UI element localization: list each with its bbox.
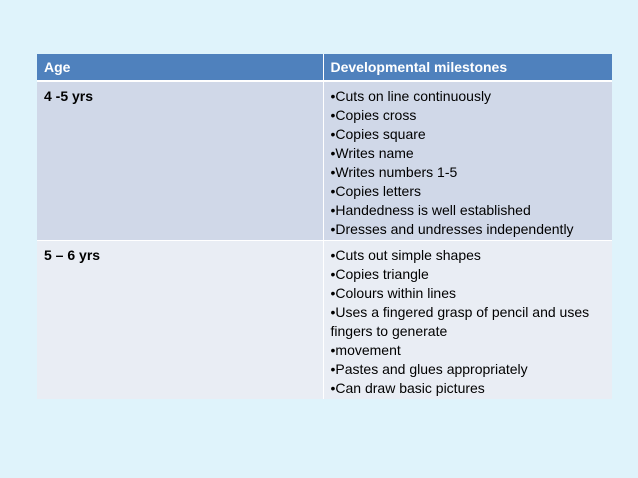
milestone-item: •Writes numbers 1-5: [330, 164, 458, 180]
milestone-item: •Copies triangle: [330, 266, 429, 282]
milestone-item: •Cuts out simple shapes: [330, 247, 481, 263]
milestone-item: •movement: [330, 342, 401, 358]
age-cell: 5 – 6 yrs: [37, 241, 323, 400]
milestone-item: •Colours within lines: [330, 285, 457, 301]
table-row: [37, 241, 612, 400]
milestone-item: •Handedness is well established: [330, 202, 531, 218]
milestones-cell: [323, 81, 612, 241]
milestone-item: •Copies cross: [330, 107, 417, 123]
milestone-item: •Copies letters: [330, 183, 421, 199]
milestone-item: •Cuts on line continuously: [330, 88, 492, 104]
milestone-item: •Pastes and glues appropriately: [330, 361, 528, 377]
age-cell: 4 -5 yrs: [37, 81, 323, 241]
milestone-item: •Uses a fingered grasp of pencil and uses fingers to generate: [330, 304, 590, 339]
milestone-item: •Writes name: [330, 145, 414, 161]
milestone-item: •Dresses and undresses independently: [330, 221, 574, 237]
table-header-row: [37, 54, 612, 81]
milestones-cell: [323, 241, 612, 400]
milestone-item: •Can draw basic pictures: [330, 380, 485, 396]
table-row: [37, 81, 612, 241]
milestones-table: [37, 54, 612, 399]
age-column-header: Age: [37, 54, 323, 81]
milestone-item: •Copies square: [330, 126, 426, 142]
milestones-column-header: Developmental milestones: [323, 54, 612, 81]
